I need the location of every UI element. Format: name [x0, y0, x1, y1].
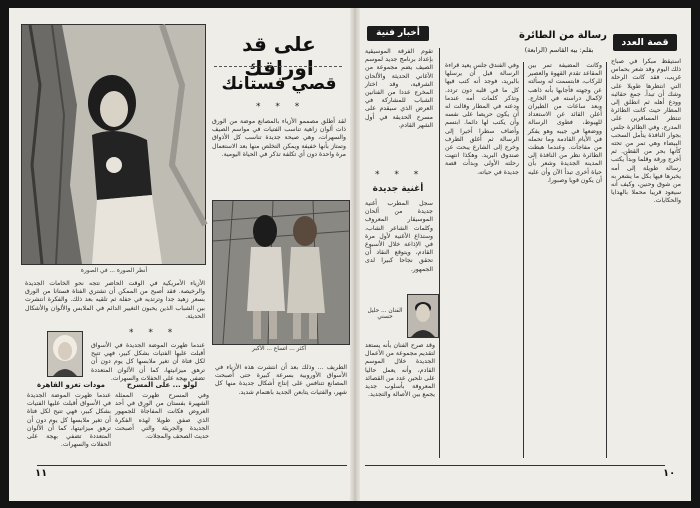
title-line2: قصي فستانك: [221, 74, 337, 94]
story-heading: مودات تغزو القاهرة: [37, 381, 105, 389]
song-text: سجل المطرب أغنية جديدة من ألحان الموسيقار المعروف وكلمات الشاعر الشاب، وستذاع الأغنية لأول مرة في الإذاعة خلال الأسبوع القادم، ويتوقع النقاد أن تحقق نجاحا كبيرا لدى الجمهور.: [365, 200, 433, 273]
story-label-box: قصة العدد: [613, 34, 677, 51]
bottom-text: الطريف ... وذلك بعد أن انتشرت هذه الأزياء في الأسواق الأوروبية بسرعة كبيرة حتى أصبحت المصانع تتنافس على إنتاج أشكال جديدة منها كل شهر، والفتيات يتابعن الجديد باهتمام شديد.: [215, 364, 347, 396]
title-line1: على قد اوراقك: [242, 32, 316, 80]
author-line: بقلم: بيه القاسم (الرابعة): [524, 46, 594, 54]
photo-woman-tree: [21, 24, 206, 265]
stars-ornament-2: * * *: [129, 328, 179, 338]
theatre-heading: لولو ... على المسرح: [126, 381, 198, 389]
left-footer-rule: [37, 465, 347, 466]
portrait-woman: [47, 331, 83, 377]
left-page-number: ١١: [35, 468, 48, 479]
story-col2: وكانت المضيفة تمر بين المقاعد تقدم القهوة والعصير للركاب، فابتسمت له وسألته عن وجهته فأجابها بأنه ذاهب لإكمال دراسته في الخارج. وبعد ساعات من الطيران أعلن القائد عن الاستعداد للهبوط، فطوى الرسالة ووضعها في جيبه وهو يفكر في الأيام القادمة وما تحمله من مفاجآت. وعندما هبطت الطائرة نظر من النافذة إلى المدينة الجديدة وشعر بأن حياة أخرى تبدأ الآن وأن عليه أن يكون قويا وصبورا.: [528, 62, 602, 184]
person-caption: الفنان ... حليل حسني: [367, 308, 403, 320]
right-footer-rule: [365, 465, 665, 466]
title-divider: [214, 66, 342, 67]
story-col1: استيقظ مبكرا في صباح ذلك اليوم وقد شعر بحماس غريب، فقد كانت الرحلة التي انتظرها طويلا على وشك أن تبدأ. جمع حقائبه وودع أهله ثم انطلق إلى المطار حيث كانت الطائرة تنتظر المسافرين على المدرج. وفي الطائرة جلس بجوار النافذة يتأمل السحب البيضاء وهي تمر من تحته كأنها بحر من القطن. ثم أخرج ورقة وقلما وبدأ يكتب رسالة طويلة إلى أمه يخبرها فيها بكل ما يشعر به من شوق وحنين، وكيف أنه سيعود قريبا محملا بالهدايا والحكايات.: [611, 58, 681, 205]
news-text: تقوم الفرقة الموسيقية بإعداد برنامج جديد لموسم الصيف يضم مجموعة من الأغاني الحديثة والألحان الشرقية، وقد اختار المخرج عددا من الفنانين الشباب للمشاركة في العرض الذي سيقدم على مسرح الحديقة في أول الشهر القادم.: [365, 48, 433, 129]
portrait-woman-image: [48, 332, 82, 376]
story-col3: وفي الفندق جلس يعيد قراءة الرسالة قبل أن يرسلها بالبريد، فوجد أنه كتب فيها كل ما في قلبه دون تردد. وتذكر كلمات أمه عندما ودعته في المطار وقالت له أن يكون حريصا على نفسه وأن يكتب لها دائما. ابتسم وأضاف سطرا أخيرا إلى الرسالة ثم أغلق الظرف وخرج إلى الشارع يبحث عن صندوق البريد. وهكذا انتهت رحلته الأولى وبدأت قصة جديدة في حياته.: [445, 62, 519, 176]
two-women-image: [213, 201, 349, 344]
col-left-a: عندما ظهرت الموضة الجديدة في الأسواق أقبلت عليها الفتيات بشكل كبير، فهي تتيح لكل فتاة أن تغير ملابسها كل يوم دون أن ترهق ميزانيتها، كما أن الألوان المتعددة تضفي بهجة على الحفلات والسهرات.: [91, 342, 205, 382]
stars-ornament: * * *: [256, 102, 306, 112]
portrait-man: [407, 294, 439, 338]
stars-ornament-3: * * *: [375, 170, 425, 180]
intro-text: لقد أطلق مصممو الأزياء بالمصانع موضة من الورق ذات ألوان زاهية تناسب الفتيات في مواسم الصيف والسهرات، وهي صيحة جديدة تناسب كل الأذواق وتمتاز بأنها خفيفة ويمكن التخلص منها بعد الاستعمال مرة واحدة دون أي تكلفة تذكر في الحياة اليومية.: [212, 118, 346, 158]
center-gutter: [350, 8, 360, 501]
news-label-box: أخبار فنية: [367, 26, 429, 41]
song-heading: أغنية جديدة: [372, 184, 424, 194]
photo2-caption: أكثر ... اتساع ... الأكبر: [252, 346, 306, 352]
photo-caption: أنظر الصورة ... في الصورة: [80, 268, 148, 274]
lower-text: وقد صرح الفنان بأنه يستعد لتقديم مجموعة من الأعمال الجديدة خلال الموسم القادم، وأنه يعمل حاليا على تلحين عدد من القصائد المعروفة بأسلوب جديد يجمع بين الأصالة والتجديد.: [365, 342, 435, 399]
col-divider-3: [606, 62, 607, 458]
story-title: رسالة من الطائرة: [519, 30, 607, 41]
magazine-spread: [9, 8, 691, 501]
woman-tree-image: [22, 25, 205, 264]
body-text: الأزياء الأمريكية في الوقت الحاضر تتجه نحو الخامات الجديدة والرخيصة. فقد أصبح من الممكن أن تشتري الفتاة فستانا من الورق بسعر زهيد جدا وترتديه في حفلة ثم تلقيه بعد ذلك. والفكرة انتشرت بين الشباب الذين يحبون التغيير الدائم في الملابس والألوان والأشكال الحديثة.: [25, 280, 205, 320]
portrait-man-image: [408, 295, 438, 337]
photo-two-women: [212, 200, 350, 345]
col-divider-1: [439, 48, 440, 458]
col-left-c: عندما ظهرت الموضة الجديدة في الأسواق أقبلت عليها الفتيات بشكل كبير، فهي تتيح لكل فتاة أن تغير ملابسها كل يوم دون أن ترهق ميزانيتها، كما أن الألوان المتعددة تضفي بهجة على الحفلات والسهرات.: [27, 392, 111, 449]
right-page-number: ١٠: [663, 468, 676, 479]
col-divider-2: [523, 62, 524, 458]
col-left-b: وفي المسرح ظهرت الممثلة الشهيرة بفستان من الورق في أحد العروض فكانت المفاجأة للجمهور الذي صفق طويلا لهذه الفكرة الجديدة والجريئة والتي أصبحت حديث الصحف والمجلات.: [115, 392, 209, 441]
